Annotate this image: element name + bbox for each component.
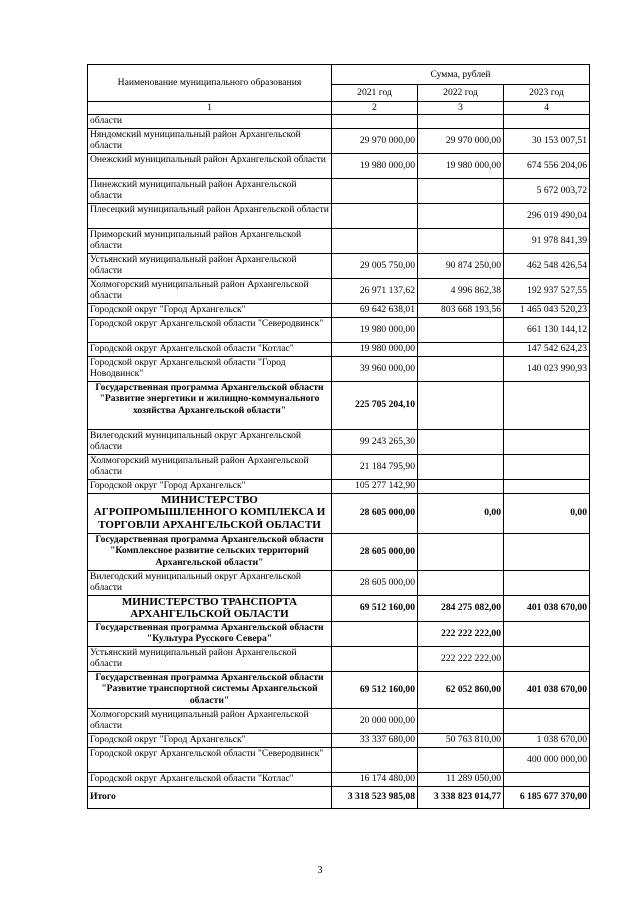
value-2022	[418, 342, 504, 356]
value-2022: 803 668 193,56	[418, 303, 504, 317]
value-2023: 140 023 990,93	[504, 356, 590, 381]
value-2023: 401 038 670,00	[504, 595, 590, 621]
value-2023	[504, 772, 590, 786]
table-row	[88, 646, 590, 671]
table-row	[88, 303, 590, 317]
table-row	[88, 570, 590, 595]
table-row	[88, 153, 590, 178]
table-row	[88, 278, 590, 303]
value-2021: 28 605 000,00	[332, 533, 418, 570]
value-2022: 3 338 823 014,77	[418, 786, 504, 808]
value-2023	[504, 114, 590, 128]
table-row	[88, 203, 590, 228]
value-2021: 19 980 000,00	[332, 153, 418, 178]
section-row	[88, 533, 590, 570]
value-2023: 30 153 007,51	[504, 128, 590, 153]
value-2021: 69 642 638,01	[332, 303, 418, 317]
value-2021: 28 605 000,00	[332, 570, 418, 595]
value-2022: 11 289 050,00	[418, 772, 504, 786]
value-2022: 222 222 222,00	[418, 646, 504, 671]
table-row	[88, 128, 590, 153]
column-header-year-2021: 2021 год	[332, 85, 418, 102]
row-name: Городской округ Архангельской области "Город Новодвинск"	[88, 356, 332, 381]
row-name: Няндомский муниципальный район Архангельской области	[88, 128, 332, 153]
table-row	[88, 356, 590, 381]
value-2022: 4 996 862,38	[418, 278, 504, 303]
value-2023	[504, 570, 590, 595]
row-name: Городской округ Архангельской области "Котлас"	[88, 772, 332, 786]
value-2022: 62 052 860,00	[418, 671, 504, 708]
row-name: Онежский муниципальный район Архангельской области	[88, 153, 332, 178]
value-2021: 39 960 000,00	[332, 356, 418, 381]
value-2021: 26 971 137,62	[332, 278, 418, 303]
row-name: Государственная программа Архангельской области "Развитие энергетики и жилищно-коммунального хозяйства Архангельской области"	[88, 381, 332, 429]
column-header-name: Наименование муниципального образования	[88, 65, 332, 102]
value-2022	[418, 533, 504, 570]
value-2022: 284 275 082,00	[418, 595, 504, 621]
value-2022	[418, 570, 504, 595]
table-row	[88, 733, 590, 747]
total-row	[88, 786, 590, 808]
row-name: МИНИСТЕРСТВО ТРАНСПОРТА АРХАНГЕЛЬСКОЙ ОБЛАСТИ	[88, 595, 332, 621]
row-name: области	[88, 114, 332, 128]
row-name: Устьянский муниципальный район Архангельской области	[88, 646, 332, 671]
value-2021: 105 277 142,90	[332, 479, 418, 493]
value-2021	[332, 621, 418, 646]
value-2021: 21 184 795,90	[332, 454, 418, 479]
table-row	[88, 772, 590, 786]
section-row	[88, 595, 590, 621]
column-number-4: 4	[504, 102, 590, 115]
row-name: МИНИСТЕРСТВО АГРОПРОМЫШЛЕННОГО КОМПЛЕКСА И ТОРГОВЛИ АРХАНГЕЛЬСКОЙ ОБЛАСТИ	[88, 493, 332, 533]
value-2023: 0,00	[504, 493, 590, 533]
value-2021: 3 318 523 985,08	[332, 786, 418, 808]
value-2022	[418, 429, 504, 454]
row-name: Устьянский муниципальный район Архангельской области	[88, 253, 332, 278]
value-2021: 20 000 000,00	[332, 708, 418, 733]
value-2023	[504, 708, 590, 733]
table-row	[88, 178, 590, 203]
value-2023: 1 465 043 520,23	[504, 303, 590, 317]
value-2021	[332, 228, 418, 253]
value-2021	[332, 747, 418, 772]
section-row	[88, 381, 590, 429]
value-2022: 19 980 000,00	[418, 153, 504, 178]
column-number-1: 1	[88, 102, 332, 115]
row-name: Вилегодский муниципальный округ Архангельской области	[88, 570, 332, 595]
row-name: Холмогорский муниципальный район Архангельской области	[88, 454, 332, 479]
row-name: Городской округ "Город Архангельск"	[88, 303, 332, 317]
value-2023	[504, 621, 590, 646]
table-row	[88, 479, 590, 493]
row-name: Итого	[88, 786, 332, 808]
row-name: Городской округ "Город Архангельск"	[88, 479, 332, 493]
row-name: Городской округ Архангельской области "Северодвинск"	[88, 747, 332, 772]
row-name: Государственная программа Архангельской области "Развитие транспортной системы Архангельской области"	[88, 671, 332, 708]
value-2022: 29 970 000,00	[418, 128, 504, 153]
row-name: Государственная программа Архангельской области "Комплексное развитие сельских территорий Архангельской области"	[88, 533, 332, 570]
table-row	[88, 708, 590, 733]
value-2023	[504, 533, 590, 570]
row-name: Городской округ "Город Архангельск"	[88, 733, 332, 747]
value-2022	[418, 228, 504, 253]
value-2022	[418, 114, 504, 128]
value-2023: 6 185 677 370,00	[504, 786, 590, 808]
value-2021: 19 980 000,00	[332, 317, 418, 342]
value-2023: 147 542 624,23	[504, 342, 590, 356]
value-2023	[504, 429, 590, 454]
value-2022: 90 874 250,00	[418, 253, 504, 278]
value-2023: 5 672 003,72	[504, 178, 590, 203]
table-row	[88, 429, 590, 454]
value-2023	[504, 646, 590, 671]
table-body	[88, 114, 590, 808]
row-name: Вилегодский муниципальный округ Архангельской области	[88, 429, 332, 454]
value-2022: 50 763 810,00	[418, 733, 504, 747]
row-name: Городской округ Архангельской области "Котлас"	[88, 342, 332, 356]
column-number-3: 3	[418, 102, 504, 115]
row-name: Холмогорский муниципальный район Архангельской области	[88, 708, 332, 733]
value-2021	[332, 114, 418, 128]
column-header-year-2022: 2022 год	[418, 85, 504, 102]
value-2021	[332, 646, 418, 671]
value-2021: 28 605 000,00	[332, 493, 418, 533]
value-2023: 400 000 000,00	[504, 747, 590, 772]
value-2023: 91 978 841,39	[504, 228, 590, 253]
section-row	[88, 621, 590, 646]
row-name: Холмогорский муниципальный район Архангельской области	[88, 278, 332, 303]
section-row	[88, 671, 590, 708]
table-row	[88, 317, 590, 342]
value-2022: 222 222 222,00	[418, 621, 504, 646]
value-2021	[332, 203, 418, 228]
value-2021: 29 970 000,00	[332, 128, 418, 153]
value-2023: 462 548 426,54	[504, 253, 590, 278]
value-2023: 401 038 670,00	[504, 671, 590, 708]
value-2021: 33 337 680,00	[332, 733, 418, 747]
row-name: Плесецкий муниципальный район Архангельской области	[88, 203, 332, 228]
value-2021: 19 980 000,00	[332, 342, 418, 356]
value-2021: 29 005 750,00	[332, 253, 418, 278]
value-2023: 661 130 144,12	[504, 317, 590, 342]
section-row	[88, 493, 590, 533]
column-header-year-2023: 2023 год	[504, 85, 590, 102]
value-2023: 296 019 490,04	[504, 203, 590, 228]
table-row	[88, 454, 590, 479]
value-2021: 16 174 480,00	[332, 772, 418, 786]
value-2023	[504, 454, 590, 479]
value-2023: 192 937 527,55	[504, 278, 590, 303]
row-name: Государственная программа Архангельской области "Культура Русского Севера"	[88, 621, 332, 646]
value-2021: 69 512 160,00	[332, 671, 418, 708]
value-2023: 674 556 204,06	[504, 153, 590, 178]
value-2021: 99 243 265,30	[332, 429, 418, 454]
value-2022: 0,00	[418, 493, 504, 533]
row-name: Пинежский муниципальный район Архангельской области	[88, 178, 332, 203]
value-2022	[418, 381, 504, 429]
value-2022	[418, 178, 504, 203]
value-2023: 1 038 670,00	[504, 733, 590, 747]
table-row	[88, 747, 590, 772]
table-row	[88, 342, 590, 356]
row-name: Городской округ Архангельской области "Северодвинск"	[88, 317, 332, 342]
value-2021: 69 512 160,00	[332, 595, 418, 621]
budget-table	[87, 64, 590, 809]
value-2022	[418, 454, 504, 479]
table-row	[88, 228, 590, 253]
value-2022	[418, 356, 504, 381]
value-2022	[418, 203, 504, 228]
column-header-sum: Сумма, рублей	[332, 65, 590, 85]
page-number: 3	[317, 865, 323, 876]
value-2022	[418, 747, 504, 772]
table-row	[88, 114, 590, 128]
table-row	[88, 253, 590, 278]
value-2023	[504, 381, 590, 429]
value-2021: 225 705 204,10	[332, 381, 418, 429]
column-number-2: 2	[332, 102, 418, 115]
value-2023	[504, 479, 590, 493]
value-2021	[332, 178, 418, 203]
value-2022	[418, 479, 504, 493]
value-2022	[418, 317, 504, 342]
value-2022	[418, 708, 504, 733]
row-name: Приморский муниципальный район Архангельской области	[88, 228, 332, 253]
